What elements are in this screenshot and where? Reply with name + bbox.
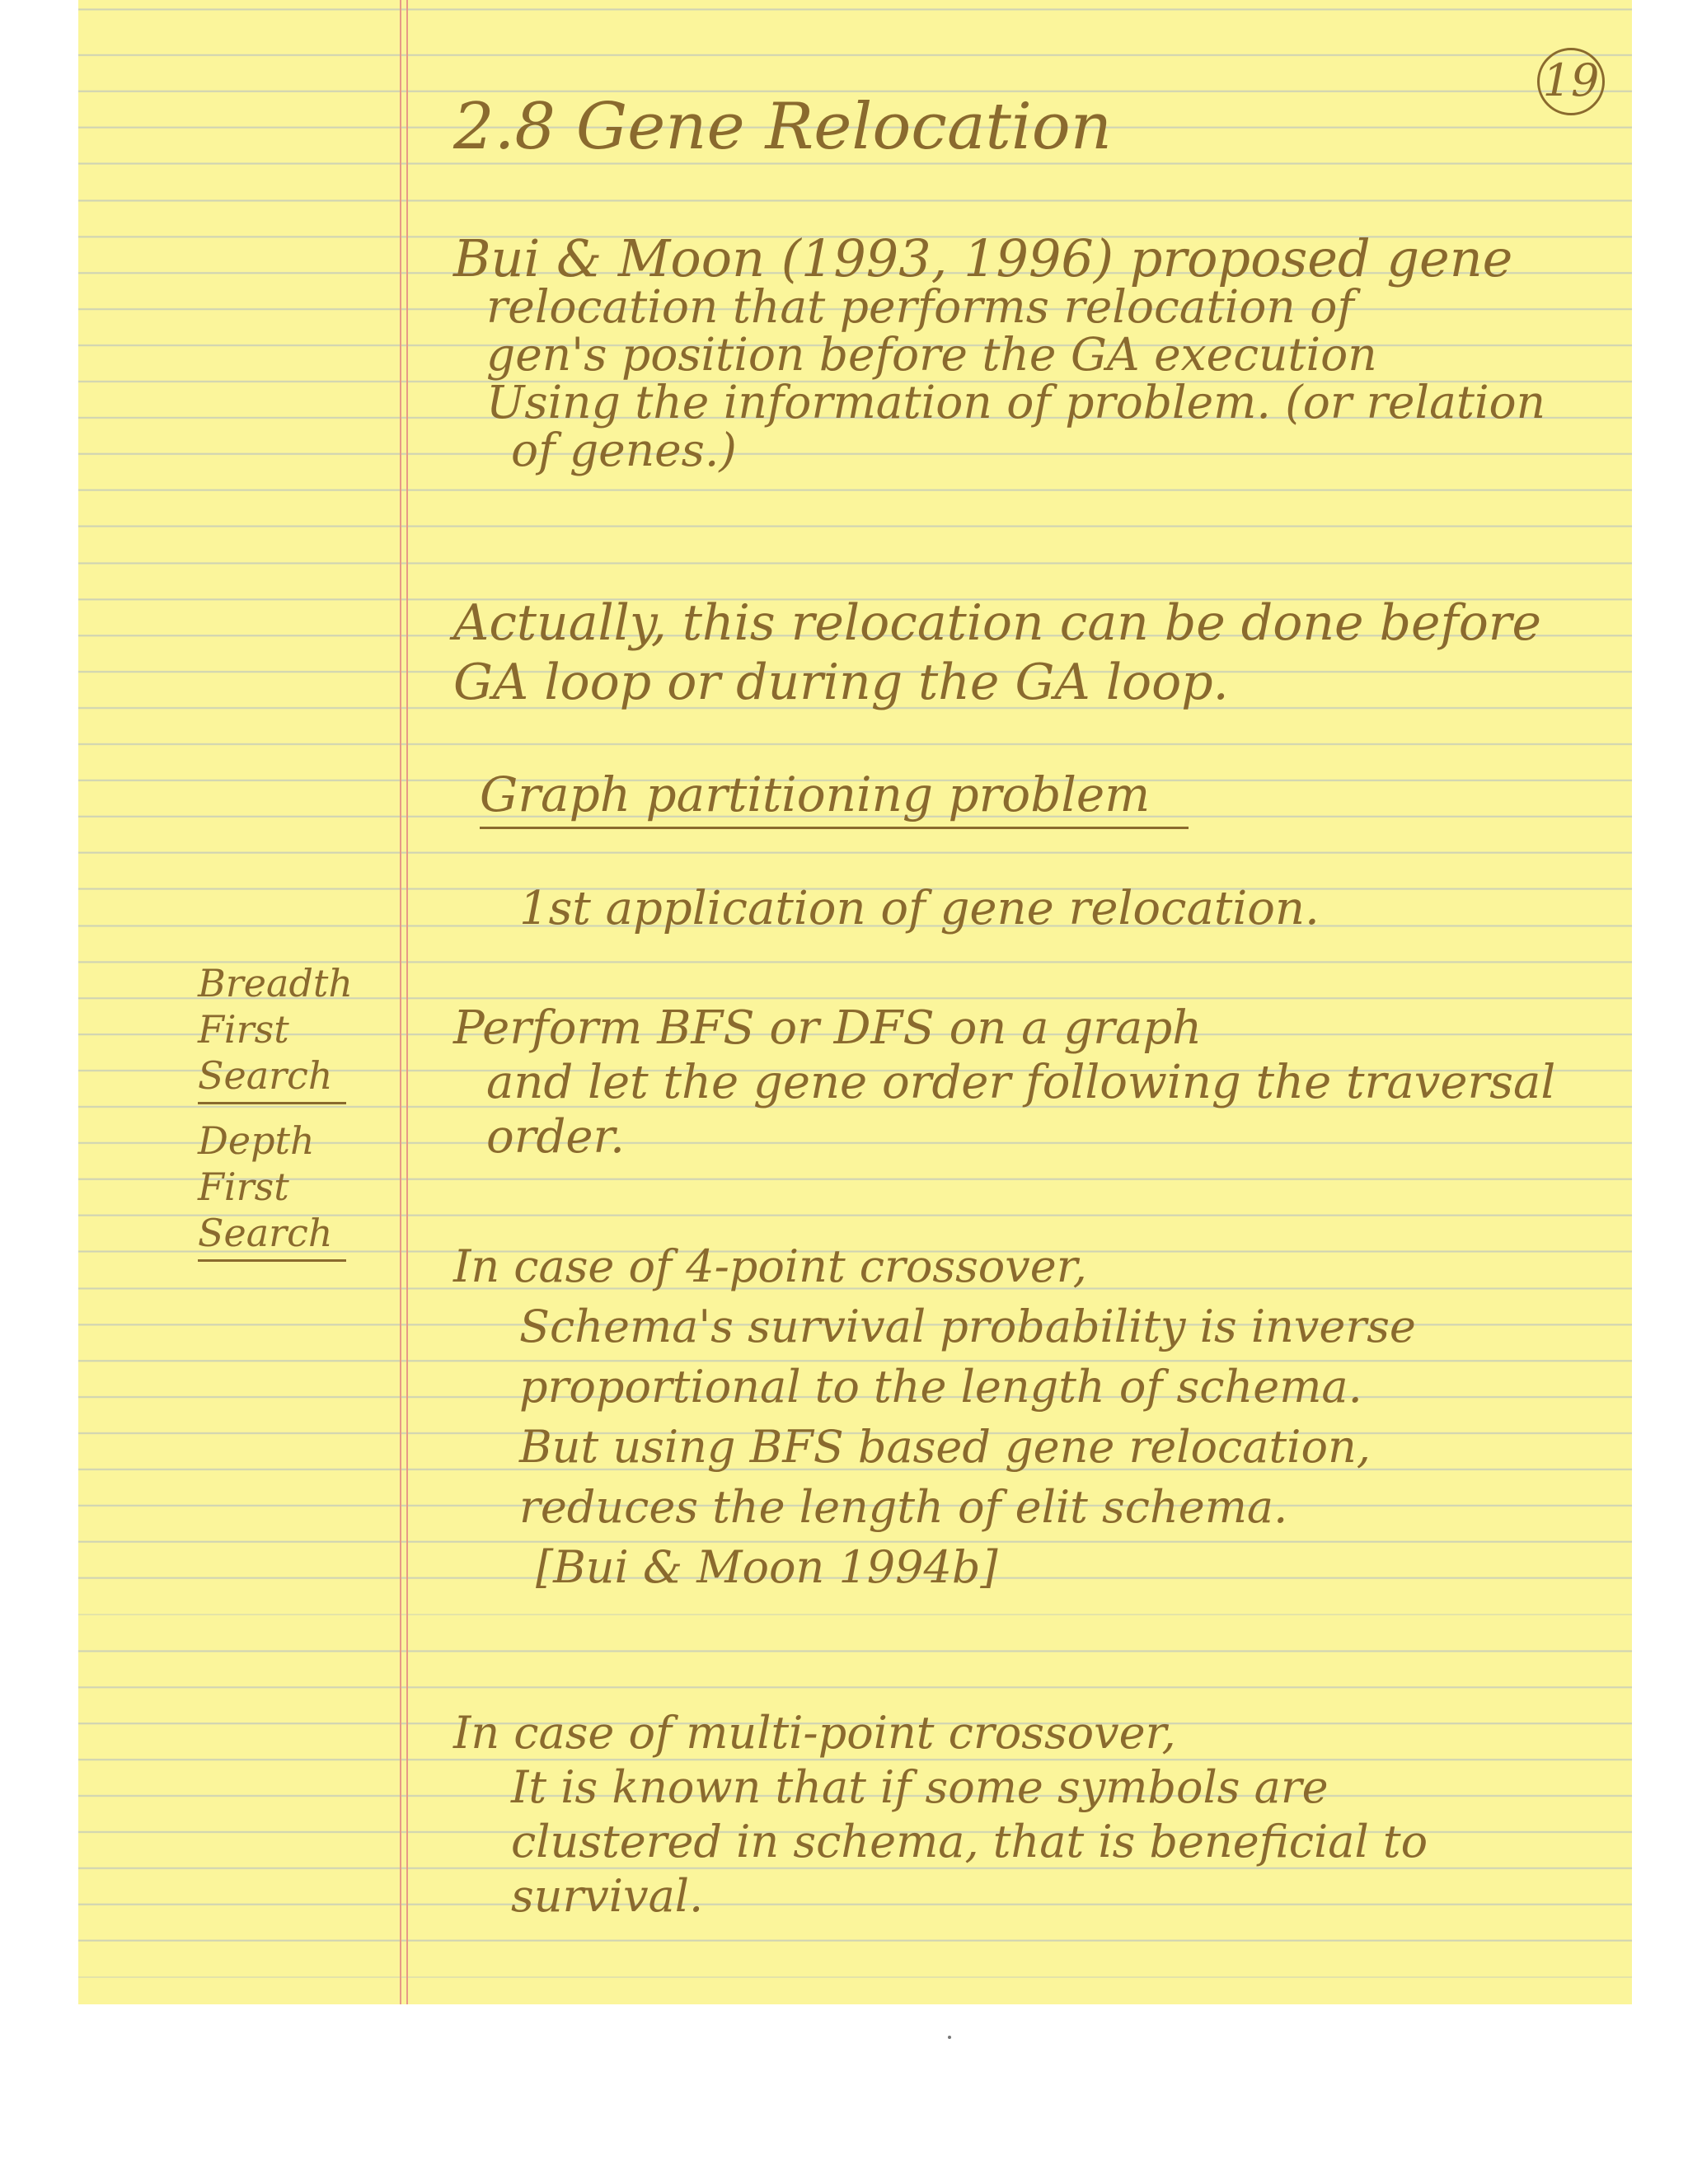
- paragraph-gene-relocation-intro: [453, 228, 1546, 476]
- text-line: Actually, this relocation can be done before: [453, 594, 1541, 652]
- text-line: But using BFS based gene relocation,: [519, 1421, 1371, 1473]
- margin-note-line: First: [198, 1165, 289, 1209]
- margin-rule: [406, 0, 408, 2004]
- text-line: In case of 4-point crossover,: [453, 1240, 1087, 1292]
- text-line: and let the gene order following the traversal: [486, 1056, 1556, 1109]
- margin-note-line: Breadth: [198, 961, 353, 1005]
- text-line: relocation that performs relocation of: [486, 280, 1354, 333]
- paragraph-multi-point-crossover: [453, 1706, 1428, 1924]
- page-number: 19: [1537, 48, 1605, 115]
- text-line: reduces the length of elit schema.: [519, 1481, 1288, 1533]
- text-line: survival.: [511, 1870, 704, 1922]
- margin-note-divider: [198, 1259, 346, 1262]
- text-line: It is known that if some symbols are: [511, 1761, 1329, 1813]
- text-line: of genes.): [511, 424, 737, 476]
- margin-note-line: First: [198, 1007, 289, 1052]
- text-line: Perform BFS or DFS on a graph: [453, 1001, 1203, 1055]
- paragraph-bfs-dfs: [453, 1001, 1555, 1165]
- text-line: Bui & Moon (1993, 1996) proposed gene: [453, 228, 1513, 288]
- citation: [Bui & Moon 1994b]: [536, 1541, 998, 1593]
- margin-notes: [198, 960, 353, 1275]
- scan-speck: [948, 2036, 951, 2039]
- legal-pad-sheet: [78, 0, 1632, 2004]
- margin-rule: [400, 0, 401, 2004]
- margin-note-line: Search: [198, 1211, 333, 1255]
- text-line: In case of multi-point crossover,: [453, 1707, 1176, 1759]
- text-line: Using the information of problem. (or relation: [486, 376, 1546, 429]
- margin-note-line: Depth: [198, 1118, 315, 1163]
- text-line: order.: [486, 1110, 625, 1164]
- text-line: gen's position before the GA execution: [486, 328, 1377, 381]
- paragraph-four-point-crossover: [453, 1236, 1416, 1597]
- application-note: 1st application of gene relocation.: [519, 882, 1320, 935]
- text-line: GA loop or during the GA loop.: [453, 654, 1229, 711]
- text-line: Schema's survival probability is inverse: [519, 1301, 1416, 1352]
- paragraph-relocation-timing: [453, 593, 1541, 712]
- section-title: 2.8 Gene Relocation: [453, 90, 1112, 164]
- margin-note-divider: [198, 1102, 346, 1104]
- margin-note-line: Search: [198, 1053, 333, 1098]
- text-line: clustered in schema, that is beneficial to: [511, 1816, 1428, 1868]
- text-line: proportional to the length of schema.: [519, 1361, 1362, 1413]
- subheading-graph-partitioning: Graph partitioning problem: [480, 771, 1189, 829]
